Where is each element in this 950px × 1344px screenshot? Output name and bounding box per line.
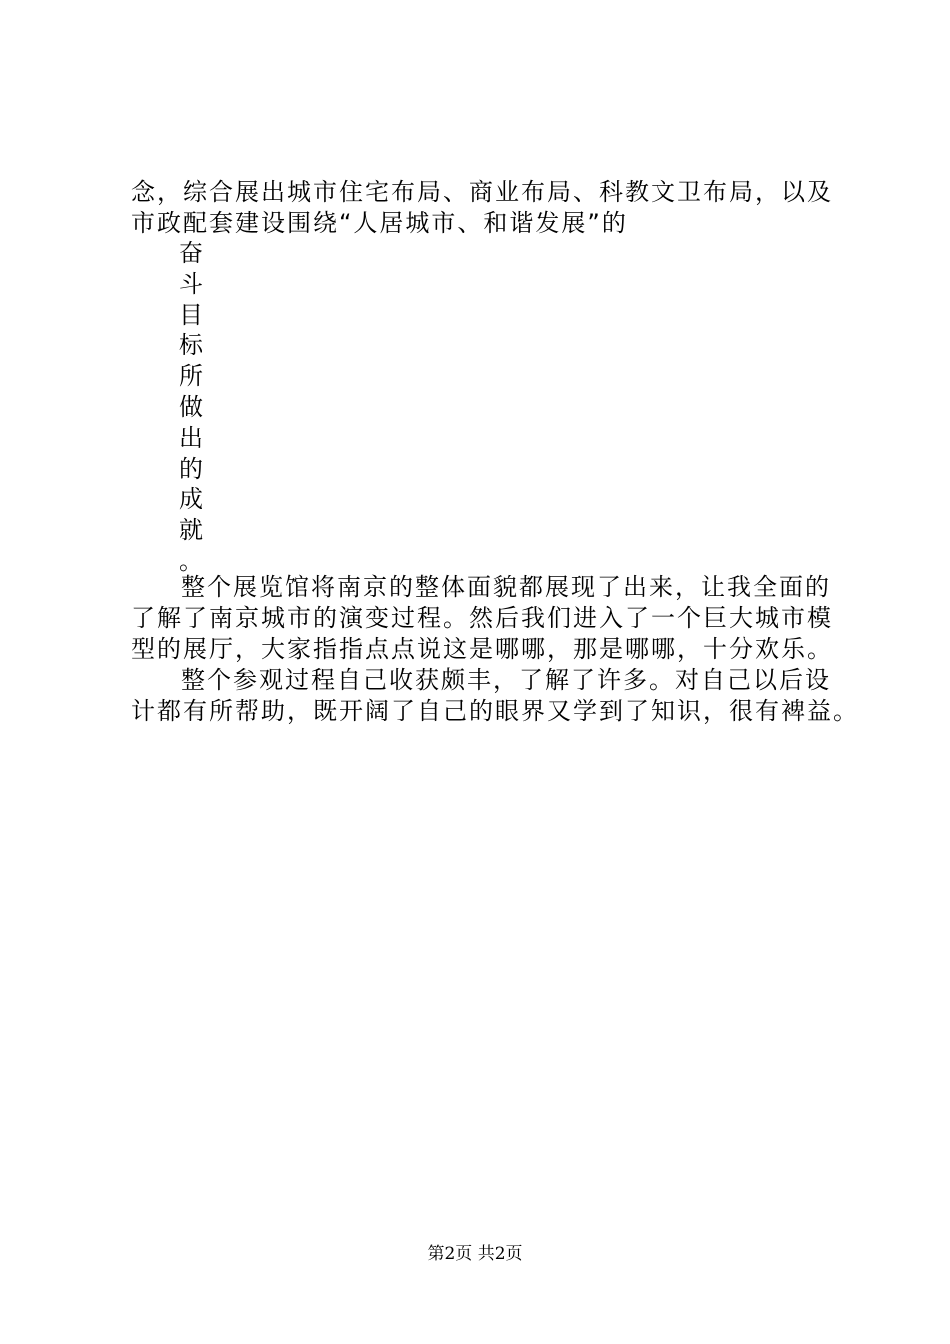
vertical-char: 。 — [179, 546, 203, 575]
vertical-char: 标 — [179, 331, 203, 360]
paragraph-1-line-2: 市政配套建设围绕“人居城市、和谐发展”的 — [131, 209, 628, 237]
page-number-footer: 第2页 共2页 — [427, 1244, 523, 1264]
vertical-char: 的 — [179, 454, 203, 483]
paragraph-2-line-3: 型的展厅，大家指指点点说这是哪哪，那是哪哪，十分欢乐。 — [131, 635, 833, 663]
vertical-char: 成 — [179, 485, 203, 514]
vertical-char: 奋 — [179, 239, 203, 267]
paragraph-3-line-1: 整个参观过程自己收获颇丰，了解了许多。对自己以后设 — [181, 666, 831, 694]
paragraph-2-line-1: 整个展览馆将南京的整体面貌都展现了出来，让我全面的 — [181, 573, 831, 601]
vertical-text-column — [179, 238, 209, 577]
vertical-char: 目 — [179, 300, 203, 329]
vertical-char: 出 — [179, 423, 203, 452]
vertical-char: 所 — [179, 362, 203, 391]
paragraph-3-line-2: 计都有所帮助，既开阔了自己的眼界又学到了知识，很有裨益。 — [131, 697, 859, 725]
vertical-char: 就 — [179, 516, 203, 545]
paragraph-1-line-1: 念，综合展出城市住宅布局、商业布局、科教文卫布局，以及 — [131, 178, 833, 206]
vertical-char: 做 — [179, 392, 203, 421]
vertical-char: 斗 — [179, 269, 203, 298]
paragraph-2-line-2: 了解了南京城市的演变过程。然后我们进入了一个巨大城市模 — [131, 604, 833, 632]
